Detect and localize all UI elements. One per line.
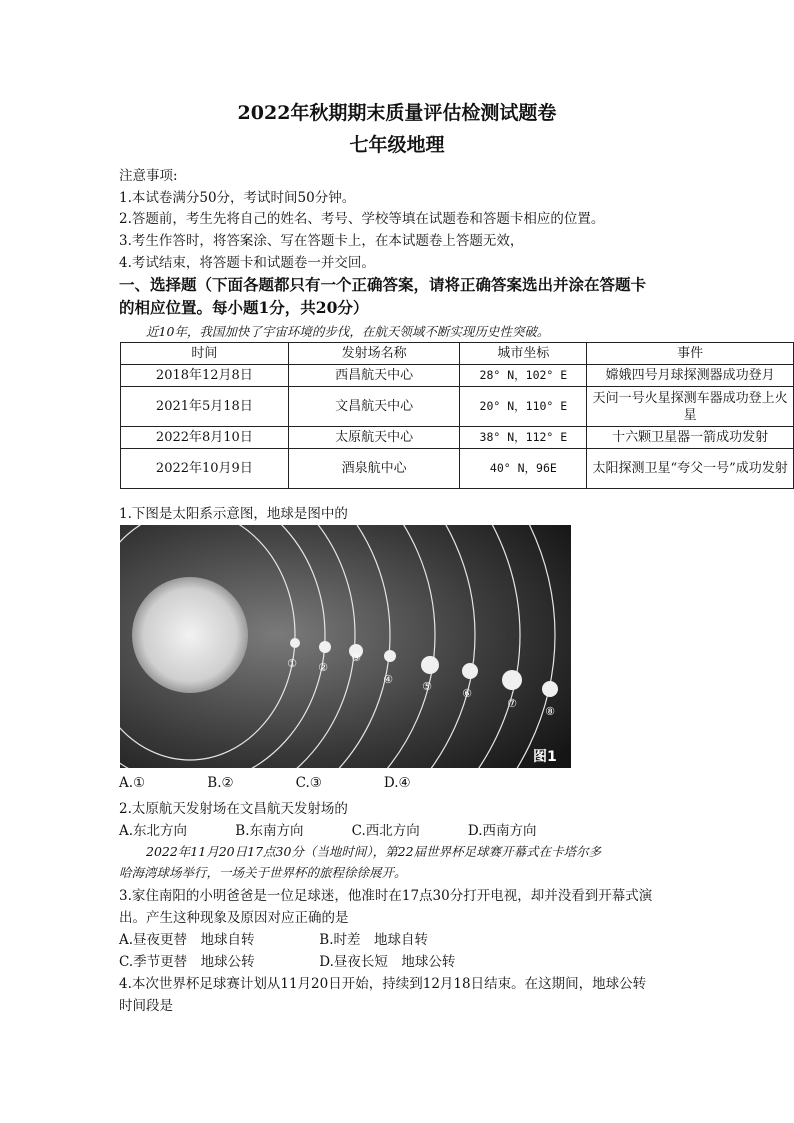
- solar-system-figure: [120, 525, 571, 768]
- table-cell: 2018年12月8日: [121, 365, 289, 387]
- question-3-stem-line-1: 3.家住南阳的小明爸爸是一位足球迷，他准时在17点30分打开电视，却并没看到开幕式演: [119, 888, 653, 904]
- planet-label-8: ⑧: [545, 705, 555, 718]
- planet-2: [319, 641, 331, 653]
- planet-label-2: ②: [318, 661, 328, 674]
- intro-paragraph: 近10年，我国加快了宇宙环境的步伐，在航天领域不断实现历史性突破。: [146, 324, 550, 339]
- table-cell: 文昌航天中心: [288, 387, 460, 427]
- table-cell: 酒泉航中心: [288, 449, 460, 489]
- table-row: [121, 365, 794, 387]
- table-cell: 太原航天中心: [288, 427, 460, 449]
- intro-worldcup-line-2: 哈海湾球场举行，一场关于世界杯的旅程徐徐展开。: [119, 865, 407, 880]
- table-cell: 2022年10月9日: [121, 449, 289, 489]
- option-d[interactable]: D.④: [383, 775, 411, 791]
- planet-label-1: ①: [287, 657, 297, 670]
- table-header-coords: 城市坐标: [460, 343, 587, 365]
- table-header-event: 事件: [587, 343, 794, 365]
- option-a[interactable]: A.①: [119, 775, 146, 791]
- exam-subtitle: 七年级地理: [349, 134, 445, 156]
- planet-label-4: ④: [383, 673, 393, 686]
- table-cell: 嫦娥四号月球探测器成功登月: [587, 365, 794, 387]
- option-d[interactable]: D.西南方向: [467, 823, 537, 839]
- table-cell: 38° N，112° E: [460, 427, 587, 449]
- exam-title: 2022年秋期期末质量评估检测试题卷: [237, 102, 557, 124]
- planet-8: [542, 681, 558, 697]
- question-1-options: [119, 775, 411, 791]
- sun: [132, 577, 248, 693]
- option-a[interactable]: A.昼夜更替 地球自转: [119, 932, 255, 948]
- table-row: [121, 387, 794, 427]
- table-cell: 20° N，110° E: [460, 387, 587, 427]
- table-header-row: [121, 343, 794, 365]
- table-cell: 40° N，96E: [460, 449, 587, 489]
- note-item-3: 3.考生作答时，将答案涂、写在答题卡上，在本试题卷上答题无效，: [119, 233, 524, 249]
- option-c[interactable]: C.西北方向: [351, 823, 420, 839]
- planet-label-7: ⑦: [507, 697, 517, 710]
- table-cell: 十六颗卫星器一箭成功发射: [587, 427, 794, 449]
- question-1-stem: 1.下图是太阳系示意图，地球是图中的: [119, 506, 348, 522]
- option-b[interactable]: B.东南方向: [235, 823, 304, 839]
- planet-label-5: ⑤: [422, 680, 432, 693]
- table-cell: 2021年5月18日: [121, 387, 289, 427]
- option-a[interactable]: A.东北方向: [119, 823, 188, 839]
- planet-label-3: ③: [351, 651, 361, 664]
- planet-6: [462, 663, 478, 679]
- planet-label-6: ⑥: [462, 687, 472, 700]
- section-heading-line-2: 的相应位置。每小题1分，共20分）: [119, 298, 369, 317]
- question-2-stem: 2.太原航天发射场在文昌航天发射场的: [119, 801, 348, 817]
- option-d[interactable]: D.昼夜长短 地球公转: [319, 954, 456, 970]
- planet-7: [502, 670, 522, 690]
- table-cell: 28° N，102° E: [460, 365, 587, 387]
- figure-label: 图1: [533, 749, 557, 765]
- note-item-2: 2.答题前，考生先将自己的姓名、考号、学校等填在试题卷和答题卡相应的位置。: [119, 211, 605, 227]
- question-3-stem-line-2: 出。产生这种现象及原因对应正确的是: [119, 910, 349, 926]
- note-item-4: 4.考试结束，将答题卡和试题卷一并交回。: [119, 255, 375, 271]
- launch-events-table: [120, 342, 794, 489]
- table-cell: 天问一号火星探测车器成功登上火星: [587, 387, 794, 427]
- option-c[interactable]: C.季节更替 地球公转: [119, 954, 255, 970]
- table-cell: 西昌航天中心: [288, 365, 460, 387]
- table-header-site: 发射场名称: [288, 343, 460, 365]
- question-2-options: [119, 819, 537, 839]
- table-header-time: 时间: [121, 343, 289, 365]
- table-cell: 2022年8月10日: [121, 427, 289, 449]
- intro-worldcup-line-1: 2022年11月20日17点30分（当地时间），第22届世界杯足球赛开幕式在卡塔尔多: [146, 844, 602, 859]
- option-c[interactable]: C.③: [295, 775, 322, 791]
- planet-5: [421, 656, 439, 674]
- question-4-stem-line-1: 4.本次世界杯足球赛计划从11月20日开始，持续到12月18日结束。在这期间，地球公转: [119, 976, 647, 992]
- table-row: [121, 449, 794, 489]
- question-3-options-row-1: [119, 928, 428, 948]
- notes-heading: 注意事项:: [119, 168, 178, 184]
- planet-1: [290, 638, 300, 648]
- planet-4: [384, 650, 396, 662]
- note-item-1: 1.本试卷满分50分，考试时间50分钟。: [119, 190, 356, 206]
- option-b[interactable]: B.②: [207, 775, 234, 791]
- option-b[interactable]: B.时差 地球自转: [319, 932, 429, 948]
- table-row: [121, 427, 794, 449]
- question-3-options-row-2: [119, 950, 455, 970]
- table-cell: 太阳探测卫星“夸父一号”成功发射: [587, 449, 794, 489]
- section-heading-line-1: 一、选择题（下面各题都只有一个正确答案，请将正确答案选出并涂在答题卡: [119, 275, 647, 294]
- question-4-stem-line-2: 时间段是: [119, 998, 173, 1014]
